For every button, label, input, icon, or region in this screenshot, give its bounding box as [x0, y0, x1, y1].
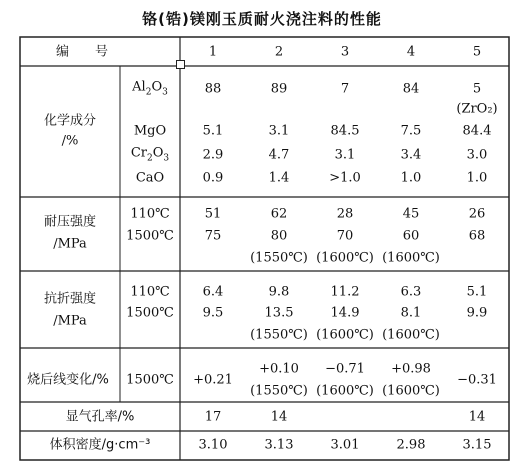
table-cell: 28: [336, 206, 354, 222]
porosity-label: 显气孔率/%: [65, 409, 135, 425]
table-cell: 3.10: [198, 437, 228, 453]
table-cell: 2.98: [396, 437, 426, 453]
table-cell: +0.10: [259, 361, 299, 377]
table-cell: 26: [468, 206, 486, 222]
table-cell: +0.98: [391, 361, 431, 377]
table-cell: 70: [336, 228, 354, 244]
flexural-temp-110: 110℃: [130, 284, 170, 300]
table-cell: 6.3: [400, 284, 422, 300]
header-number-3: 3: [340, 44, 350, 60]
table-cell: 14: [468, 409, 486, 425]
table-cell: 68: [468, 228, 486, 244]
header-number-1: 1: [208, 44, 218, 60]
table-cell-note: (1550℃): [250, 250, 308, 266]
table-cell: 3.01: [330, 437, 360, 453]
table-cell: 3.0: [466, 147, 488, 163]
density-label: 体积密度/g·cm⁻³: [49, 437, 151, 453]
table-cell: −0.31: [457, 372, 497, 388]
table-cell: 1.0: [400, 170, 422, 186]
table-cell: 3.15: [462, 437, 492, 453]
linear-change-temp: 1500℃: [126, 372, 174, 388]
table-cell: 88: [204, 81, 222, 97]
table-cell: 45: [402, 206, 420, 222]
table-cell-note: (1550℃): [250, 327, 308, 343]
table-cell: >1.0: [329, 170, 361, 186]
component-cao: CaO: [135, 170, 165, 186]
compressive-temp-110: 110℃: [130, 206, 170, 222]
table-cell: 9.5: [202, 305, 224, 321]
header-number-5: 5: [472, 44, 482, 60]
table-cell: 1.4: [268, 170, 290, 186]
table-cell-note: (1600℃): [382, 383, 440, 399]
table-title: 铬(锆)镁刚玉质耐火浇注料的性能: [142, 10, 382, 28]
header-number-2: 2: [274, 44, 284, 60]
table-cell: 89: [270, 81, 288, 97]
table-cell-note: (ZrO₂): [456, 101, 498, 117]
table-cell-note: (1600℃): [316, 383, 374, 399]
table-cell: 9.9: [466, 305, 488, 321]
table-cell: 1.0: [466, 170, 488, 186]
component-mgo: MgO: [133, 123, 167, 139]
component-cr2o3: $Cr_2O_3$: [130, 145, 170, 164]
chemical-unit: /%: [61, 133, 79, 149]
table-cell: 84: [402, 81, 420, 97]
table-cell: 0.9: [202, 170, 224, 186]
table-cell: 75: [204, 228, 222, 244]
header-label: 编 号: [55, 44, 109, 60]
table-cell-note: (1600℃): [316, 327, 374, 343]
table-cell: 5.1: [202, 123, 224, 139]
table-cell: 6.4: [202, 284, 224, 300]
table-cell: 3.1: [334, 147, 356, 163]
table-cell: 84.4: [462, 123, 492, 139]
table-cell: 80: [270, 228, 288, 244]
flexural-temp-1500: 1500℃: [126, 305, 174, 321]
compressive-temp-1500: 1500℃: [126, 228, 174, 244]
table-cell: 7.5: [400, 123, 422, 139]
compressive-label: 耐压强度: [43, 214, 97, 230]
linear-change-label: 烧后线变化/%: [27, 372, 109, 388]
table-cell: 7: [340, 81, 350, 97]
table-cell: 8.1: [400, 305, 422, 321]
header-number-4: 4: [406, 44, 416, 60]
flexural-label: 抗折强度: [43, 291, 97, 307]
table-cell: 62: [270, 206, 288, 222]
component-al2o3: $Al_2O_3$: [132, 79, 168, 98]
table-cell: 3.1: [268, 123, 290, 139]
table-cell: −0.71: [325, 361, 365, 377]
table-cell: 5.1: [466, 284, 488, 300]
table-cell: 13.5: [264, 305, 294, 321]
table-cell: 5: [472, 81, 482, 97]
table-cell: 4.7: [268, 147, 290, 163]
flexural-unit: /MPa: [53, 313, 87, 329]
table-cell-note: (1600℃): [382, 327, 440, 343]
table-cell: 84.5: [330, 123, 360, 139]
table-cell: 9.8: [268, 284, 290, 300]
table-cell: 14: [270, 409, 288, 425]
table-cell: 11.2: [330, 284, 360, 300]
table-cell: 2.9: [202, 147, 224, 163]
table-cell-note: (1550℃): [250, 383, 308, 399]
table-cell: 3.4: [400, 147, 422, 163]
table-cell-note: (1600℃): [316, 250, 374, 266]
table-cell-note: (1600℃): [382, 250, 440, 266]
compressive-unit: /MPa: [53, 236, 87, 252]
table-cell: 51: [204, 206, 222, 222]
table-cell: 60: [402, 228, 420, 244]
table-cell: 3.13: [264, 437, 294, 453]
table-cell: +0.21: [193, 372, 233, 388]
table-cell: 14.9: [330, 305, 360, 321]
table-cell: 17: [204, 409, 222, 425]
chemical-label: 化学成分: [43, 113, 97, 129]
corner-marker: [176, 60, 185, 69]
